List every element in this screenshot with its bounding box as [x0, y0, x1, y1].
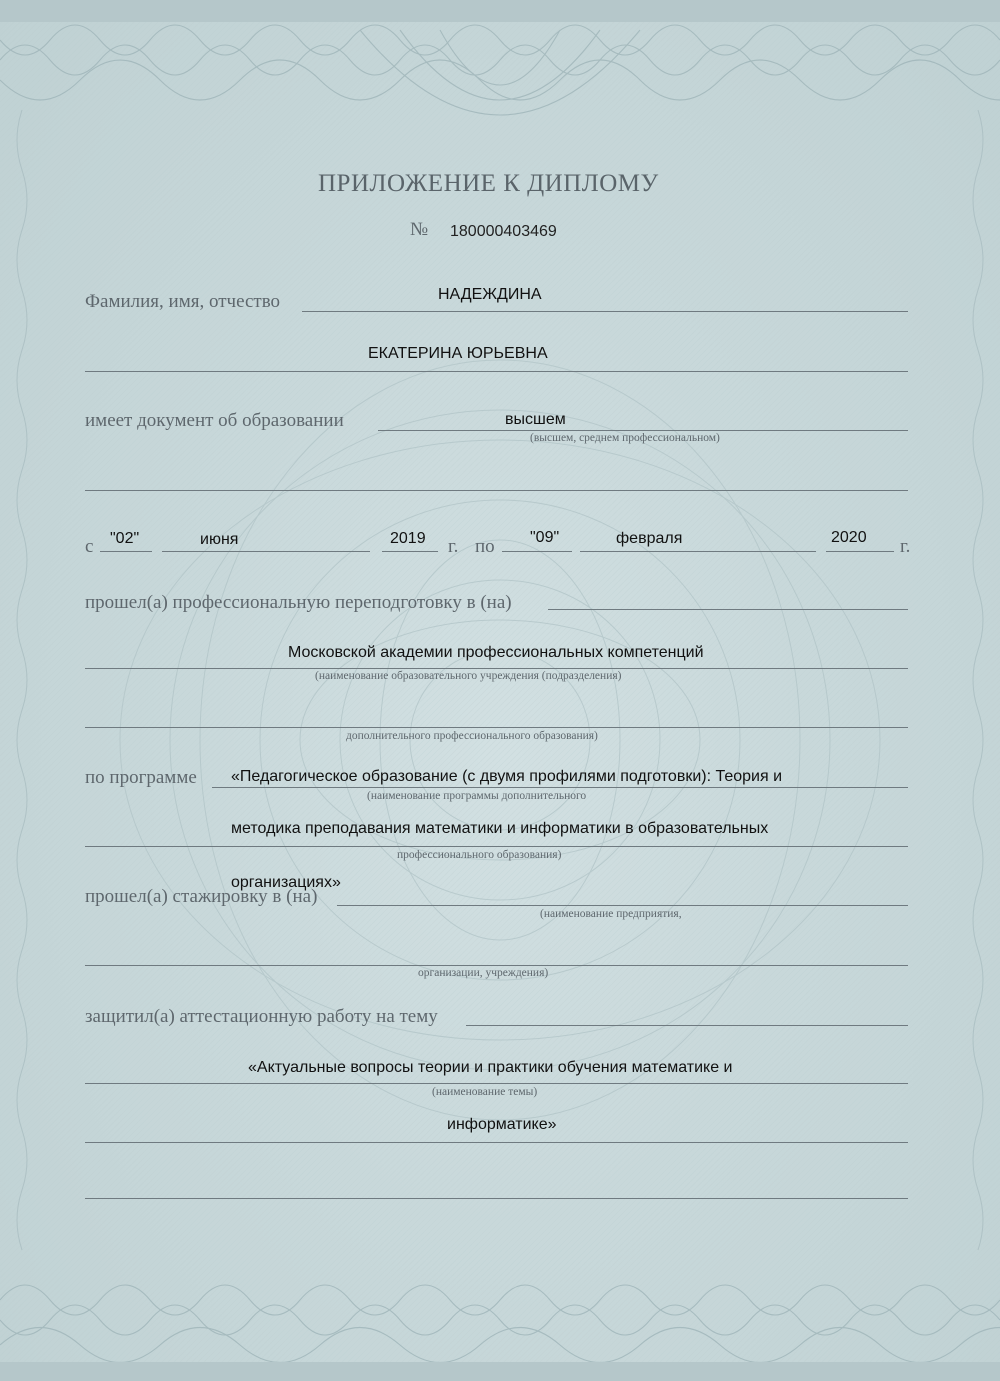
- thesis-line-1: «Актуальные вопросы теории и практики обучения математике и: [248, 1059, 733, 1076]
- program-line-3: организациях»: [231, 874, 341, 891]
- period-year-suffix: г.: [448, 536, 459, 557]
- thesis-label: защитил(а) аттестационную работу на тему: [85, 1006, 438, 1027]
- document-number: 180000403469: [450, 223, 557, 240]
- program-line-1-rule: [212, 787, 908, 788]
- thesis-line: [466, 1025, 908, 1026]
- period-from-day-line: [100, 551, 152, 552]
- program-line-2: методика преподавания математики и информатики в образовательных: [231, 820, 769, 837]
- thesis-hint: (наименование темы): [432, 1086, 538, 1098]
- period-to-year: 2020: [831, 529, 867, 546]
- internship-hint-2: организации, учреждения): [418, 967, 549, 979]
- fio-label: Фамилия, имя, отчество: [85, 291, 281, 312]
- period-year-suffix-end: г.: [900, 536, 911, 557]
- internship-line-2: [85, 965, 908, 966]
- education-hint: (высшем, среднем профессиональном): [530, 432, 720, 444]
- period-to-year-line: [826, 551, 894, 552]
- period-to-month-line: [580, 551, 816, 552]
- retraining-line-2: [85, 727, 908, 728]
- period-to-day: "09": [530, 529, 560, 546]
- education-value: высшем: [505, 411, 566, 428]
- retraining-institution: Московской академии профессиональных компетенций: [288, 644, 704, 661]
- fio-name: ЕКАТЕРИНА ЮРЬЕВНА: [368, 345, 548, 362]
- education-line-2: [85, 490, 908, 491]
- thesis-line-1-rule: [85, 1083, 908, 1084]
- education-line: [378, 430, 908, 431]
- retraining-institution-hint: (наименование образовательного учреждения (подразделения): [315, 670, 622, 682]
- period-to-month: февраля: [616, 530, 683, 547]
- internship-label: прошел(а) стажировку в (на): [85, 886, 318, 907]
- program-hint-1: (наименование программы дополнительного: [367, 790, 587, 802]
- program-hint-2: профессионального образования): [397, 849, 562, 861]
- fio-line-2: [85, 371, 908, 372]
- period-from-label: с: [85, 536, 94, 557]
- retraining-line: [548, 609, 908, 610]
- period-from-year-line: [382, 551, 438, 552]
- fio-line-1: [302, 311, 908, 312]
- fio-surname: НАДЕЖДИНА: [438, 286, 542, 303]
- internship-line: [337, 905, 908, 906]
- internship-hint-1: (наименование предприятия,: [540, 908, 682, 920]
- period-from-day: "02": [110, 530, 140, 547]
- retraining-label: прошел(а) профессиональную переподготовку в (на): [85, 592, 512, 613]
- period-from-month-line: [162, 551, 370, 552]
- thesis-line-2: информатике»: [447, 1116, 557, 1133]
- period-to-label: по: [475, 536, 495, 557]
- period-from-year: 2019: [390, 530, 426, 547]
- education-label: имеет документ об образовании: [85, 410, 344, 431]
- period-from-month: июня: [200, 531, 239, 548]
- program-line-1: «Педагогическое образование (с двумя профилями подготовки): Теория и: [231, 768, 783, 785]
- program-line-2-rule: [85, 846, 908, 847]
- thesis-line-3-rule: [85, 1198, 908, 1199]
- period-to-day-line: [502, 551, 572, 552]
- retraining-hint-2: дополнительного профессионального образования): [346, 730, 598, 742]
- thesis-line-2-rule: [85, 1142, 908, 1143]
- number-sign: №: [410, 219, 429, 240]
- retraining-institution-line: [85, 668, 908, 669]
- program-label: по программе: [85, 767, 197, 788]
- document-title: ПРИЛОЖЕНИЕ К ДИПЛОМУ: [318, 170, 659, 197]
